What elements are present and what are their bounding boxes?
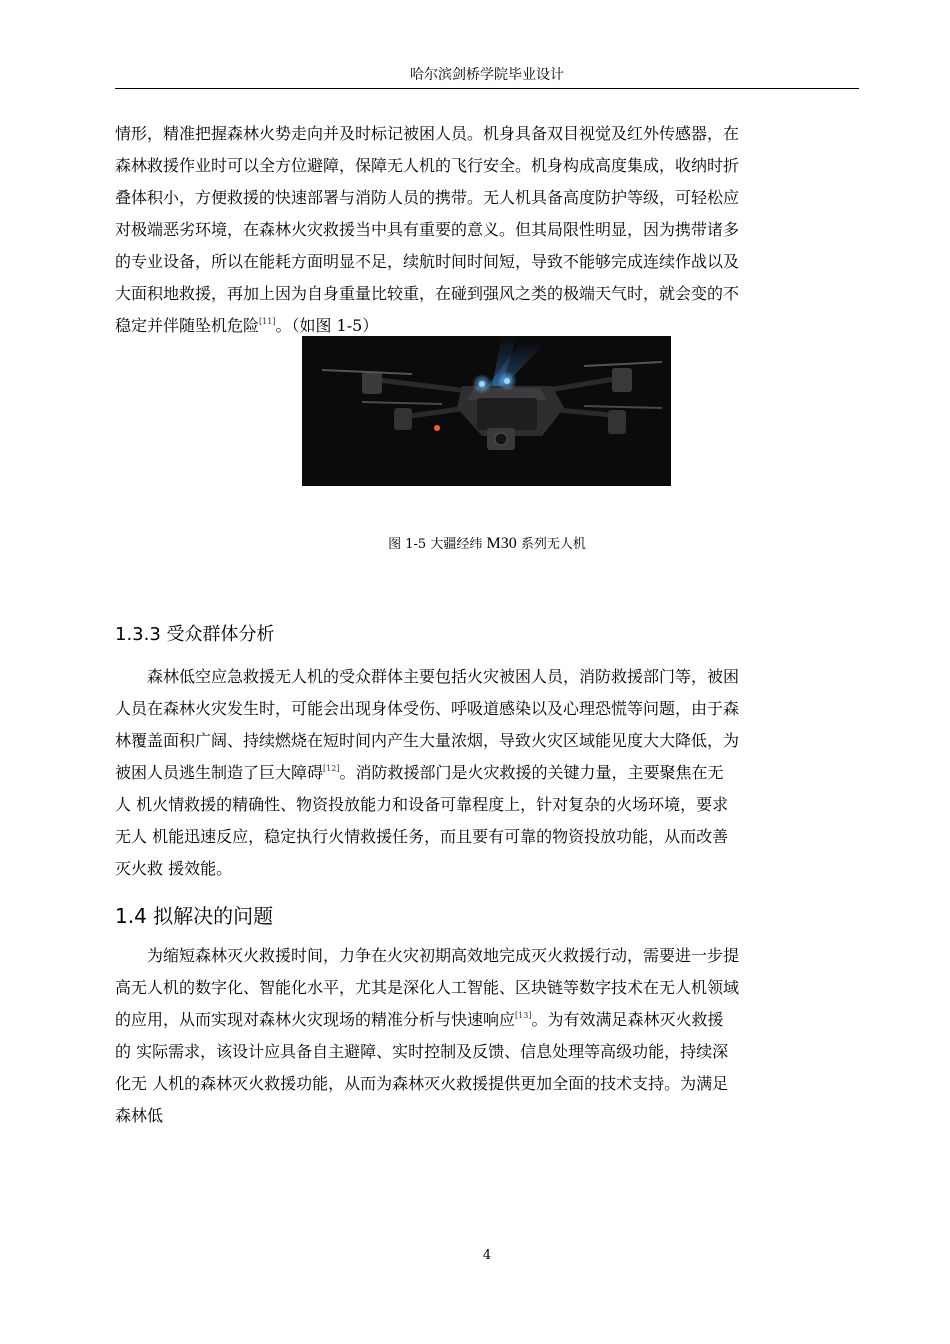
text-fragment: 。为有效满足森林灭火救援 [531,1010,724,1029]
text-fragment: 被困人员逃生制造了巨大障碍 [115,763,324,782]
figure-caption [115,533,859,553]
page-number: 4 [482,1248,492,1263]
text-line: 的专业设备，所以在能耗方面明显不足，续航时间时间短，导致不能够完成连续作战以及 [115,252,740,271]
text-line [115,757,861,789]
text-line: 高无人机的数字化、智能化水平，尤其是深化人工智能、区块链等数字技术在无人机领域 [115,978,740,997]
text-fragment: 稳定并伴随坠机危险 [115,316,260,335]
section-heading-1-4: 1.4 拟解决的问题 [115,904,274,928]
text-line: 的 实际需求，该设计应具备自主避障、实时控制及反馈、信息处理等高级功能，持续深 [115,1042,729,1061]
paragraph-problems [115,940,861,1132]
paragraph-drone-description [115,118,861,342]
text-fragment: 。（如图 1-5） [275,316,379,335]
text-line: 对极端恶劣环境，在森林火灾救援当中具有重要的意义。但其局限性明显，因为携带诸多 [115,220,740,239]
citation-ref: [11] [259,317,276,326]
text-line: 叠体积小，方便救援的快速部署与消防人员的携带。无人机具备高度防护等级，可轻松应 [115,188,740,207]
text-line: 为缩短森林灭火救援时间，力争在火灾初期高效地完成灭火救援行动，需要进一步提 [115,946,740,965]
caption-suffix: 系列无人机 [520,537,586,552]
text-fragment: 。消防救援部门是火灾救援的关键力量，主要聚焦在无 [339,763,724,782]
text-line: 林覆盖面积广阔、持续燃烧在短时间内产生大量浓烟，导致火灾区域能见度大大降低，为 [115,731,740,750]
text-line: 灭火救 援效能。 [115,859,233,878]
text-line: 森林低 [115,1106,164,1125]
text-line: 森林低空应急救援无人机的受众群体主要包括火灾被困人员，消防救援部门等，被困 [115,667,740,686]
paragraph-target-audience [115,661,861,885]
caption-prefix: 图 1-5 大疆经纬 [388,537,483,552]
citation-ref: [12] [323,764,340,773]
text-line: 大面积地救援，再加上因为自身重量比较重，在碰到强风之类的极端天气时，就会变的不 [115,284,740,303]
section-heading-1-3-3: 1.3.3 受众群体分析 [115,624,275,645]
drone-illustration [302,336,671,486]
text-line: 情形，精准把握森林火势走向并及时标记被困人员。机身具备双目视觉及红外传感器，在 [115,124,740,143]
text-line: 无人 机能迅速反应，稳定执行火情救援任务，而且要有可靠的物资投放功能，从而改善 [115,827,729,846]
text-line [115,1004,861,1036]
text-fragment: 的应用，从而实现对森林火灾现场的精准分析与快速响应 [115,1010,516,1029]
text-line: 森林救援作业时可以全方位避障，保障无人机的飞行安全。机身构成高度集成，收纳时折 [115,156,740,175]
text-line: 人 机火情救援的精确性、物资投放能力和设备可靠程度上，针对复杂的火场环境，要求 [115,795,729,814]
caption-model: M30 [486,535,517,552]
drone-photo [302,336,671,486]
page-header: 哈尔滨剑桥学院毕业设计 [115,66,859,89]
text-line: 化无 人机的森林灭火救援功能，从而为森林灭火救援提供更加全面的技术支持。为满足 [115,1074,729,1093]
text-line: 人员在森林火灾发生时，可能会出现身体受伤、呼吸道感染以及心理恐慌等问题，由于森 [115,699,740,718]
citation-ref: [13] [515,1011,532,1020]
